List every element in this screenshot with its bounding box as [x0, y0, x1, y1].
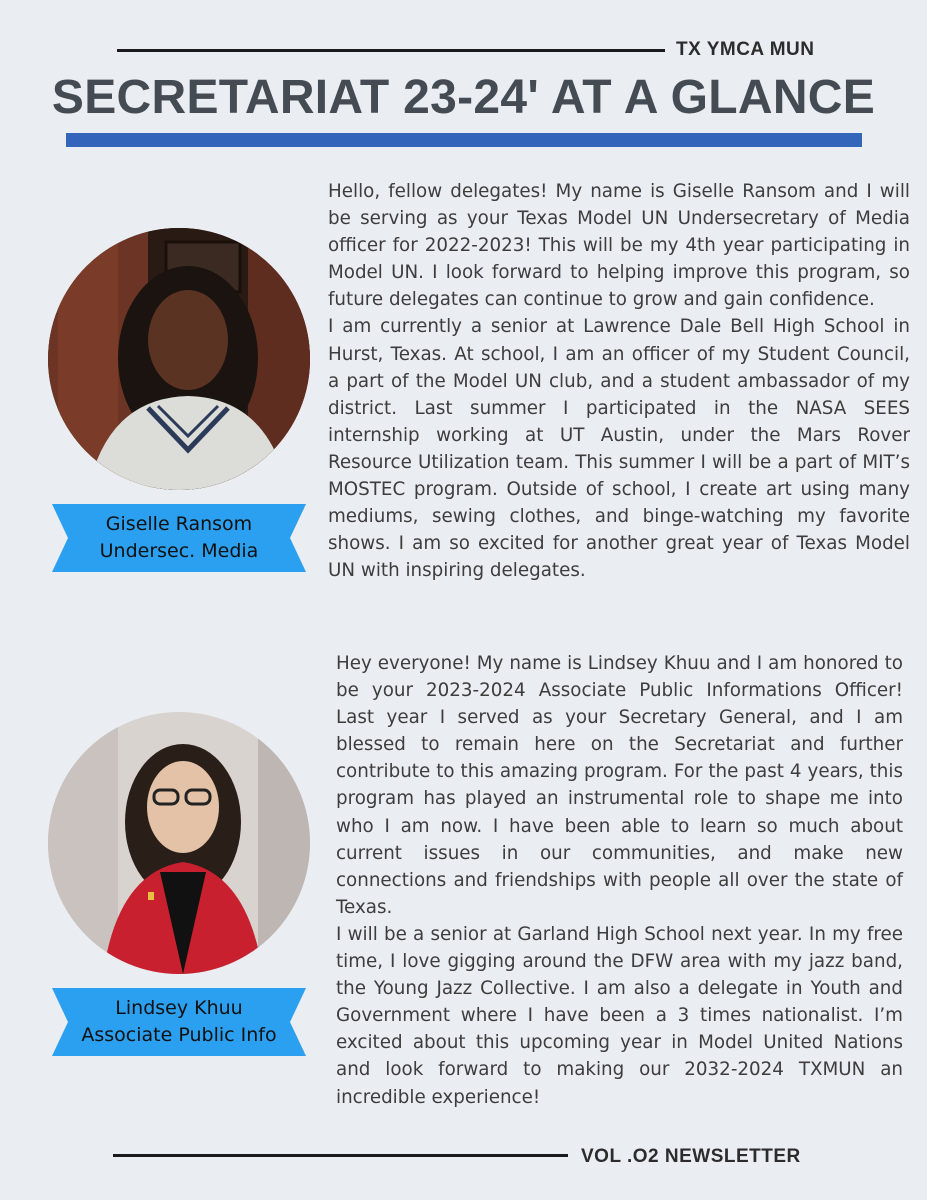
- profile-name: Giselle Ransom: [105, 513, 253, 535]
- profile-name: Lindsey Khuu: [115, 997, 243, 1019]
- name-ribbon-lindsey: [52, 988, 306, 1056]
- bio-paragraph: Hello, fellow delegates! My name is Giselle Ransom and I will be serving as your Texas Model UN Undersecretary of Media officer for 2022-2023! This will be my 4th year participating in Model UN. I look forward to helping improve this program, so future delegates can continue to grow and gain confidence.: [328, 181, 910, 311]
- profile-role: Associate Public Info: [81, 1024, 277, 1046]
- bio-paragraph: Hey everyone! My name is Lindsey Khuu and I am honored to be your 2023-2024 Associate Public Informations Officer! Last year I served as your Secretary General, and I am blessed to remain here on the Secretariat and further contribute to this amazing program. For the past 4 years, this program has played an instrumental role to shape me into who I am now. I have been able to learn so much about current issues in our communities, and make new connections and friendships with people all over the state of Texas.: [336, 653, 903, 918]
- bio-paragraph: I am currently a senior at Lawrence Dale Bell High School in Hurst, Texas. At school, I am an officer of my Student Council, a part of the Model UN club, and a student ambassador of my district. Last summer I participated in the NASA SEES internship working at UT Austin, under the Mars Rover Resource Utilization team. This summer I will be a part of MIT’s MOSTEC program. Outside of school, I create art using many mediums, sewing clothes, and binge-watching my favorite shows. I am so excited for another great year of Texas Model UN with inspiring delegates.: [328, 316, 910, 582]
- footer-rule: [113, 1154, 568, 1157]
- profile-role: Undersec. Media: [99, 540, 259, 562]
- bio-paragraph: I will be a senior at Garland High School next year. In my free time, I love gigging around the DFW area with my jazz band, the Young Jazz Collective. I am also a delegate in Youth and Government where I have been a 3 times nationalist. I’m excited about this upcoming year in Model United Nations and look forward to making our 2032-2024 TXMUN an incredible experience!: [336, 923, 903, 1108]
- footer-label: VOL .O2 NEWSLETTER: [581, 1146, 801, 1167]
- profile-photo-lindsey: [48, 712, 310, 974]
- profile-bio-giselle: [328, 178, 910, 584]
- name-ribbon-giselle: [52, 504, 306, 572]
- profile-photo-giselle: [48, 228, 310, 490]
- page-title: SECRETARIAT 23-24' AT A GLANCE: [51, 71, 876, 124]
- profile-bio-lindsey: [336, 650, 903, 1111]
- title-underline-bar: [66, 133, 862, 147]
- header-rule: [117, 49, 665, 52]
- header-kicker: TX YMCA MUN: [676, 39, 815, 60]
